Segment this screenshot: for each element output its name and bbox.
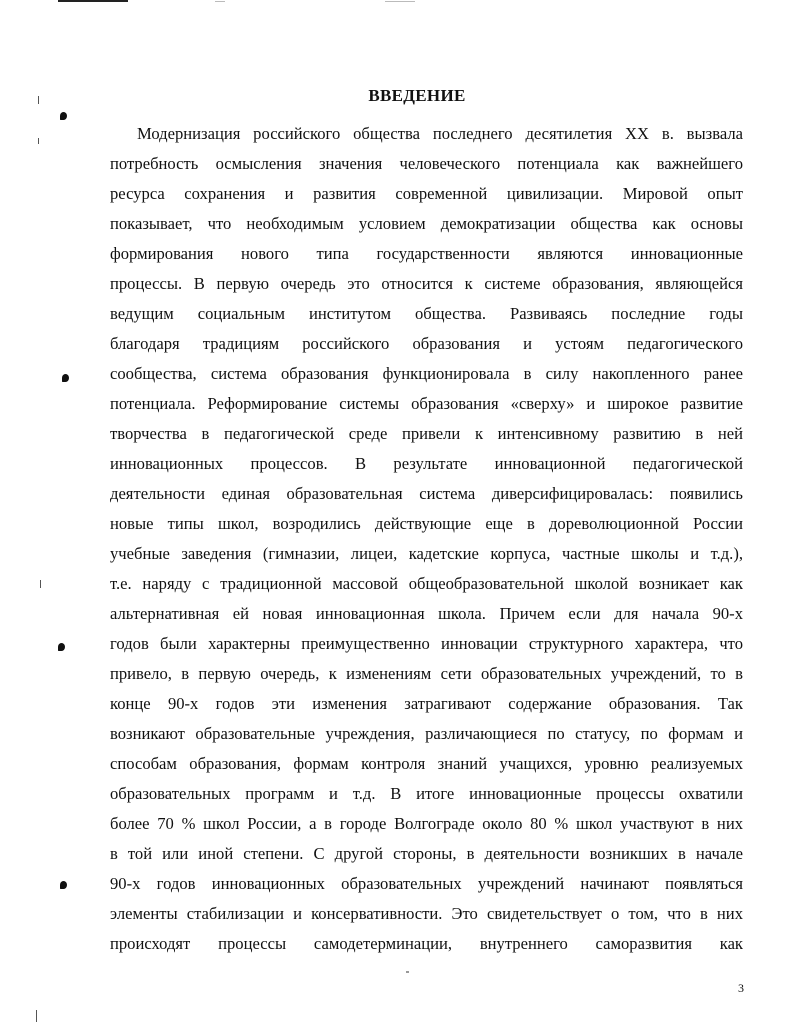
text-line: показывает, что необходимым условием демократизации общества как основы: [110, 214, 743, 233]
text-line: потенциала. Реформирование системы образования «сверху» и широкое развитие: [110, 394, 743, 413]
body-paragraph: [110, 119, 743, 959]
text-line: более 70 % школ России, а в городе Волгограде около 80 % школ участвуют в них: [110, 814, 743, 833]
margin-scan-tick: [40, 580, 41, 588]
text-line: элементы стабилизации и консервативности. Это свидетельствует о том, что в них: [110, 904, 743, 923]
text-line: привело, в первую очередь, к изменениям сети образовательных учреждений, то в: [110, 664, 743, 683]
text-line: образовательных программ и т.д. В итоге инновационные процессы охватили: [110, 784, 743, 803]
text-line: творчества в педагогической среде привели к интенсивному развитию в ней: [110, 424, 743, 443]
text-line: ведущим социальным институтом общества. Развиваясь последние годы: [110, 304, 743, 323]
text-line: новые типы школ, возродились действующие еще в дореволюционной России: [110, 514, 743, 533]
text-line: деятельности единая образовательная система диверсифицировалась: появились: [110, 484, 743, 503]
text-line: в той или иной степени. С другой стороны, в деятельности возникших в начале: [110, 844, 743, 863]
binder-hole-mark: [62, 374, 69, 382]
text-line: инновационных процессов. В результате инновационной педагогической: [110, 454, 743, 473]
text-line: потребность осмысления значения человеческого потенциала как важнейшего: [110, 154, 743, 173]
section-heading: ВВЕДЕНИЕ: [368, 86, 466, 105]
text-line: возникают образовательные учреждения, различающиеся по статусу, по формам и: [110, 724, 743, 743]
text-line: ресурса сохранения и развития современной цивилизации. Мировой опыт: [110, 184, 743, 203]
text-line: благодаря традициям российского образования и устоям педагогического: [110, 334, 743, 353]
binder-hole-mark: [60, 881, 67, 889]
scan-artifact-top-rule: [58, 0, 128, 2]
page-number: 3: [738, 981, 744, 995]
margin-scan-tick: [38, 138, 39, 144]
text-line: т.е. наряду с традиционной массовой общеобразовательной школой возникает как: [110, 574, 743, 593]
scan-artifact-smudge: [406, 971, 409, 973]
binder-hole-mark: [58, 643, 65, 651]
text-line: формирования нового типа государственности являются инновационные: [110, 244, 743, 263]
text-line: годов были характерны преимущественно инновации структурного характера, что: [110, 634, 743, 653]
text-line: учебные заведения (гимназии, лицеи, кадетские корпуса, частные школы и т.д.),: [110, 544, 743, 563]
binder-hole-mark: [60, 112, 67, 120]
text-line: сообщества, система образования функционировала в силу накопленного ранее: [110, 364, 743, 383]
text-line: Модернизация российского общества последнего десятилетия XX в. вызвала: [137, 124, 743, 143]
text-line: конце 90-х годов эти изменения затрагивают содержание образования. Так: [110, 694, 743, 713]
scan-artifact-faint-mark: [385, 1, 415, 2]
text-line: 90-х годов инновационных образовательных учреждений начинают появляться: [110, 874, 743, 893]
scan-artifact-faint-mark: [215, 1, 225, 2]
text-line: способам образования, формам контроля знаний учащихся, уровню реализуемых: [110, 754, 743, 773]
text-line: процессы. В первую очередь это относится к системе образования, являющейся: [110, 274, 743, 293]
text-line: происходят процессы самодетерминации, внутреннего саморазвития как: [110, 934, 743, 953]
text-line: альтернативная ей новая инновационная школа. Причем если для начала 90-х: [110, 604, 743, 623]
margin-scan-tick: [36, 1010, 37, 1022]
